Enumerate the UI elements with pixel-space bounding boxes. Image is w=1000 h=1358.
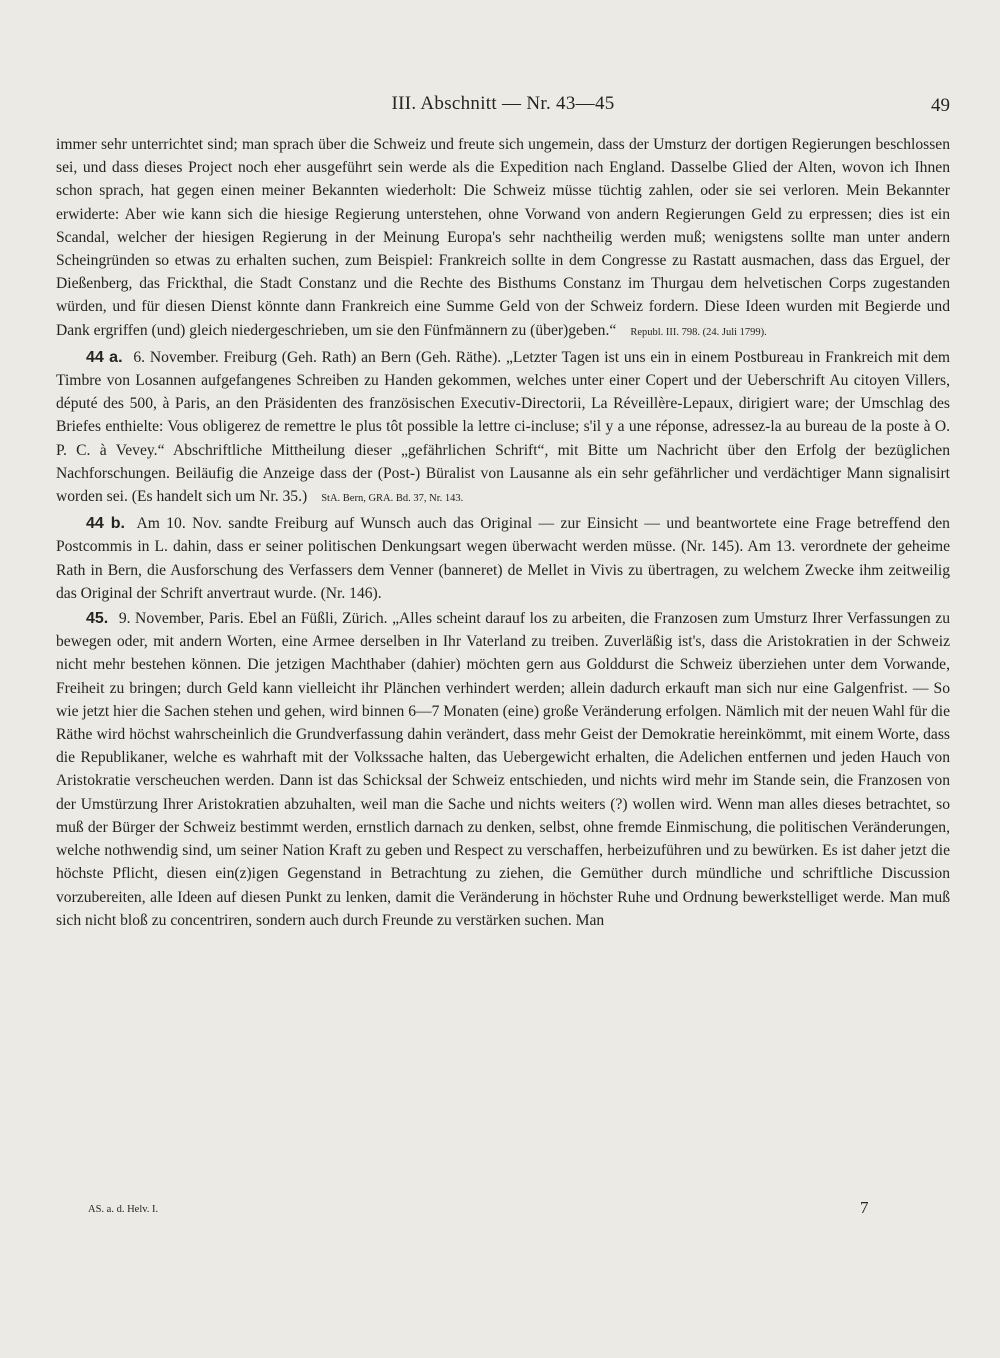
entry-44b: [56, 512, 950, 605]
source-reference: Republ. III. 798. (24. Juli 1799).: [630, 326, 767, 338]
entry-number: 44 a.: [86, 348, 123, 366]
page-footer: [56, 1198, 950, 1226]
entry-45: [56, 607, 950, 932]
page-body: [56, 133, 950, 932]
paragraph-continuation: [56, 133, 950, 344]
source-reference: StA. Bern, GRA. Bd. 37, Nr. 143.: [321, 493, 464, 505]
entry-number: 44 b.: [86, 515, 125, 533]
paragraph-text: Am 10. Nov. sandte Freiburg auf Wunsch auch das Original — zur Einsicht — und beantwortete eine Frage betreffend den Postcommis in L. dahin, dass er seiner politischen Denkungsart wegen überwacht werden müsse. (Nr. 145). Am 13. verordnete der geheime Rath in Bern, die Ausforschung des Verfassers dem Venner (banneret) de Mellet in Vivis zu übertragen, zu welchem Zwecke ihm zeitweilig das Original der Schrift anvertraut wurde. (Nr. 146).: [56, 515, 950, 602]
page-header: [56, 93, 950, 123]
paragraph-text: 6. November. Freiburg (Geh. Rath) an Bern (Geh. Räthe). „Letzter Tagen ist uns ein in einem Postbureau in Frankreich mit dem Timbre von Losannen aufgefangenes Schreiben zu Handen gekommen, welches unter einer Copert und der Ueberschrift Au citoyen Villers, député des 500, à Paris, an den Präsidenten des französischen Executiv-Directorii, La Réveillère-Lepaux, dirigiert ware; der Umschlag des Briefes enthielte: Vous obligerez de remettre le plus tôt possible la lettre ci-incluse; s'il y a une réponse, adressez-la au bureau de la poste à O. P. C. à Vevey.“ Abschriftliche Mittheilung dieser „gefährlichen Schrift“, mit Bitte um Nachricht über den Erfolg der bezüglichen Nachforschungen. Beiläufig die Anzeige dass der (Post-) Büralist von Lausanne als ein sehr gefährlicher und verdächtiger Mann signalisirt worden sei. (Es handelt sich um Nr. 35.): [56, 348, 950, 506]
paragraph-text: immer sehr unterrichtet sind; man sprach über die Schweiz und freute sich ungemein, dass der Umsturz der dortigen Regierungen beschlossen sei, und dass dieses Project noch eher ausgeführt sein werde als die Expedition nach England. Dasselbe Glied der Alten, wovon ich Ihnen schon sprach, hat gegen einen meiner Bekannten wiederholt: Die Schweiz müsse tüchtig zahlen, oder sie sei verloren. Mein Bekannter erwiderte: Aber wie kann sich die hiesige Regierung unterstehen, ohne Vorwand von andern Regierungen Geld zu erpressen; dies ist ein Scandal, welcher der hiesigen Regierung in der Meinung Europa's sehr nachtheilig werden muß; wenigstens sollte man unter andern Scheingründen so etwas zu erhalten suchen, zum Beispiel: Frankreich sollte in dem Congresse zu Rastatt ausmachen, dass das Erguel, der Dießenberg, das Frickthal, die Stadt Constanz und die Rechte des Bisthums Constanz im Thurgau dem helvetischen Corps zugestanden würden, und für diesen Dienst könnte dann Frankreich eine Summe Geld von der Schweiz fordern. Diese Ideen wurden mit Begierde und Dank ergriffen (und) gleich niedergeschrieben, um sie den Fünfmännern zu (über)geben.“: [56, 136, 950, 339]
paragraph-text: 9. November, Paris. Ebel an Füßli, Zürich. „Alles scheint darauf los zu arbeiten, die Franzosen zum Umsturz Ihrer Verfassungen zu bewegen oder, mit andern Worten, eine Armee derselben in Ihr Vaterland zu treiben. Zuverläßig ist's, dass die Aristokratien in der Schweiz nicht mehr bestehen können. Die jetzigen Machthaber (dahier) möchten gern aus Golddurst die Schweiz überziehen unter dem Vorwande, Freiheit zu bringen; durch Geld kann vielleicht ihr Plänchen verhindert werden; allein dadurch erkauft man sich nur eine Galgenfrist. — So wie jetzt hier die Sachen stehen und gehen, wird binnen 6—7 Monaten (eine) große Veränderung erfolgen. Nämlich mit der neuen Wahl für die Räthe wird höchst wahrscheinlich die Grundverfassung dahin verändert, dass mehr Geist der Demokratie hereinkömmt, mit einem Worte, dass die Republikaner, welche es wahrhaft mit der Volkssache halten, das Uebergewicht erhalten, die Adelichen entfernen und jeden Hauch von Aristokratie verscheuchen werden. Dann ist das Schicksal der Schweiz entschieden, und nichts wird mehr im Stande sein, die Franzosen von der Umstürzung Ihrer Aristokratien abzuhalten, weil man die Sache und nichts weiters (?) wollen wird. Wenn man alles dieses betrachtet, so muß der Bürger der Schweiz bestimmt werden, ernstlich darnach zu denken, selbst, ohne fremde Einmischung, die politischen Veränderungen, welche nothwendig sind, um seiner Nation Kraft zu geben und Respect zu verschaffen, herbeizuführen und zu bewürken. Es ist daher jetzt die höchste Pflicht, diesen ein(z)igen Gegenstand in Betrachtung zu ziehen, die Gemüther durch mündliche und schriftliche Discussion vorzubereiten, alle Ideen auf diesen Punkt zu lenken, damit die Veränderung in höchster Ruhe und Ordnung bewerkstelliget werde. Man muß sich nicht bloß zu concentriren, sondern auch durch Freunde zu verstärken suchen. Man: [56, 610, 950, 929]
printer-signature: AS. a. d. Helv. I.: [88, 1204, 159, 1215]
running-head: III. Abschnitt — Nr. 43—45: [391, 93, 615, 114]
entry-44a: [56, 346, 950, 510]
page-number: 49: [931, 95, 950, 116]
sheet-number: 7: [860, 1198, 869, 1217]
entry-number: 45.: [86, 610, 109, 628]
